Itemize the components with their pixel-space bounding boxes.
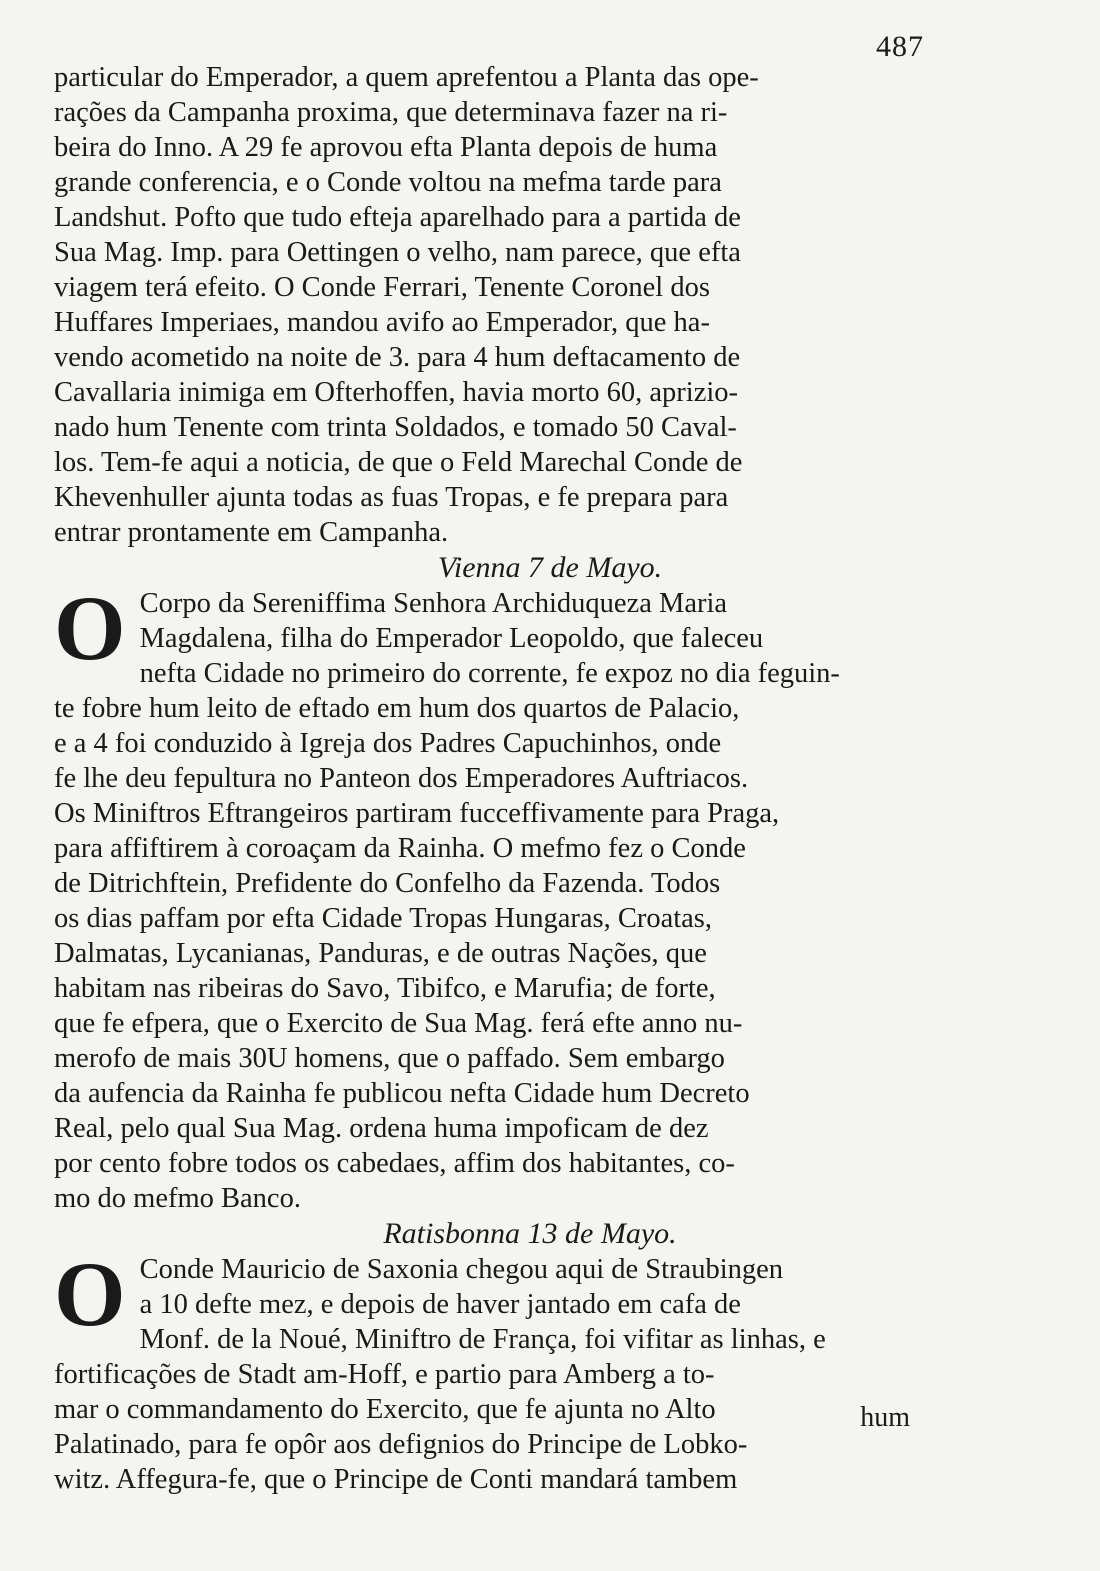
drop-cap: O [54, 1243, 126, 1345]
story-vienna [54, 577, 926, 1216]
catchword: hum [860, 1402, 910, 1433]
text-line: Huffares Imperiaes, mandou avifo ao Emperador, que ha- [54, 307, 710, 338]
text-line: de Ditrichftein, Prefidente do Confelho da Fazenda. Todos [54, 868, 721, 899]
text-line: Os Miniftros Eftrangeiros partiram fucceffivamente para Praga, [54, 798, 780, 829]
text-line: Magdalena, filha do Emperador Leopoldo, que faleceu [139, 623, 764, 654]
text-line: Corpo da Sereniffima Senhora Archiduqueza Maria [139, 588, 728, 619]
text-line: vendo acometido na noite de 3. para 4 hum deftacamento de [54, 342, 741, 373]
text-line: da aufencia da Rainha fe publicou nefta Cidade hum Decreto [54, 1078, 750, 1109]
paragraph-continuation [54, 60, 926, 550]
text-line: Landshut. Pofto que tudo efteja aparelhado para a partida de [54, 202, 741, 233]
dateline-ratisbonna: Ratisbonna 13 de Mayo. [383, 1217, 677, 1250]
text-line: viagem terá efeito. O Conde Ferrari, Tenente Coronel dos [54, 272, 710, 303]
text-line: beira do Inno. A 29 fe aprovou efta Planta depois de huma [54, 132, 718, 163]
text-line: Conde Mauricio de Saxonia chegou aqui de Straubingen [139, 1254, 784, 1285]
text-line: e a 4 foi conduzido à Igreja dos Padres Capuchinhos, onde [54, 728, 722, 759]
dateline-vienna: Vienna 7 de Mayo. [437, 551, 663, 584]
text-line: Real, pelo qual Sua Mag. ordena huma impoficam de dez [54, 1113, 709, 1144]
text-line: por cento fobre todos os cabedaes, affim dos habitantes, co- [54, 1148, 735, 1179]
text-line: los. Tem-fe aqui a noticia, de que o Feld Marechal Conde de [54, 447, 743, 478]
text-line: Palatinado, para fe opôr aos defignios do Principe de Lobko- [54, 1429, 748, 1460]
text-line: os dias paffam por efta Cidade Tropas Hungaras, Croatas, [54, 903, 713, 934]
text-line: a 10 defte mez, e depois de haver jantado em cafa de [139, 1289, 741, 1320]
text-line: rações da Campanha proxima, que determinava fazer na ri- [54, 97, 728, 128]
text-line: grande conferencia, e o Conde voltou na mefma tarde para [54, 167, 722, 198]
text-line: Sua Mag. Imp. para Oettingen o velho, nam parece, que efta [54, 237, 741, 268]
text-line: mo do mefmo Banco. [54, 1183, 301, 1214]
page-number: 487 [876, 30, 924, 63]
text-line: Khevenhuller ajunta todas as fuas Tropas, e fe prepara para [54, 482, 729, 513]
drop-cap: O [54, 577, 126, 679]
text-line: Monf. de la Noué, Miniftro de França, foi vifitar as linhas, e [139, 1324, 826, 1355]
text-line: witz. Affegura-fe, que o Principe de Conti mandará tambem [54, 1464, 738, 1495]
text-line: habitam nas ribeiras do Savo, Tibifco, e Marufia; de forte, [54, 973, 716, 1004]
text-line: que fe efpera, que o Exercito de Sua Mag. ferá efte anno nu- [54, 1008, 743, 1039]
text-line: nefta Cidade no primeiro do corrente, fe expoz no dia feguin- [139, 658, 840, 689]
text-line: mar o commandamento do Exercito, que fe ajunta no Alto [54, 1394, 716, 1425]
text-line: fe lhe deu fepultura no Panteon dos Emperadores Auftriacos. [54, 763, 749, 794]
text-line: merofo de mais 30U homens, que o paffado. Sem embargo [54, 1043, 725, 1074]
text-line: entrar prontamente em Campanha. [54, 517, 449, 548]
text-line: nado hum Tenente com trinta Soldados, e tomado 50 Caval- [54, 412, 737, 443]
text-line: fortificações de Stadt am-Hoff, e partio para Amberg a to- [54, 1359, 715, 1390]
text-line: Cavallaria inimiga em Ofterhoffen, havia morto 60, aprizio- [54, 377, 739, 408]
text-line: particular do Emperador, a quem aprefentou a Planta das ope- [54, 62, 759, 93]
article-text [54, 60, 926, 1497]
text-line: te fobre hum leito de eftado em hum dos quartos de Palacio, [54, 693, 740, 724]
text-line: para affiftirem à coroaçam da Rainha. O mefmo fez o Conde [54, 833, 746, 864]
text-line: Dalmatas, Lycanianas, Panduras, e de outras Nações, que [54, 938, 707, 969]
story-ratisbonna [54, 1243, 926, 1497]
